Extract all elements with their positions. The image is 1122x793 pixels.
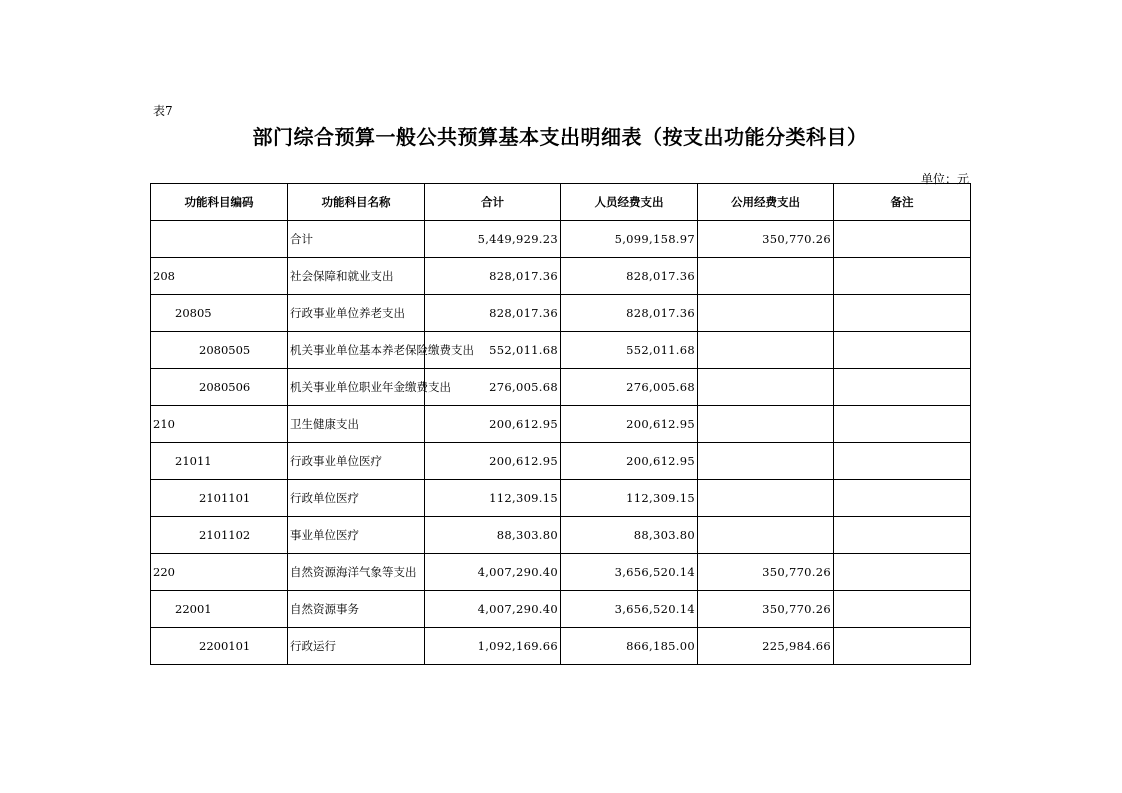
cell-total: 88,303.80 [425, 517, 561, 554]
header-public: 公用经费支出 [698, 184, 834, 221]
cell-total: 1,092,169.66 [425, 628, 561, 665]
cell-name: 机关事业单位基本养老保险缴费支出 [288, 332, 425, 369]
cell-personnel: 88,303.80 [561, 517, 698, 554]
table-row [151, 591, 971, 628]
cell-personnel: 3,656,520.14 [561, 591, 698, 628]
cell-public [698, 480, 834, 517]
cell-code: 2200101 [151, 628, 288, 665]
cell-total: 5,449,929.23 [425, 221, 561, 258]
cell-personnel: 200,612.95 [561, 443, 698, 480]
table-body [151, 221, 971, 665]
cell-name: 自然资源事务 [288, 591, 425, 628]
cell-name: 行政事业单位养老支出 [288, 295, 425, 332]
cell-name: 社会保障和就业支出 [288, 258, 425, 295]
table-header-row [151, 184, 971, 221]
header-note: 备注 [834, 184, 971, 221]
cell-name: 行政单位医疗 [288, 480, 425, 517]
cell-public: 350,770.26 [698, 554, 834, 591]
table-row [151, 443, 971, 480]
cell-public [698, 517, 834, 554]
cell-total: 200,612.95 [425, 443, 561, 480]
cell-public [698, 332, 834, 369]
cell-public [698, 406, 834, 443]
cell-code: 21011 [151, 443, 288, 480]
cell-total: 4,007,290.40 [425, 591, 561, 628]
table-row [151, 221, 971, 258]
table-row [151, 517, 971, 554]
cell-name: 卫生健康支出 [288, 406, 425, 443]
cell-personnel: 828,017.36 [561, 295, 698, 332]
cell-personnel: 828,017.36 [561, 258, 698, 295]
cell-code: 2101101 [151, 480, 288, 517]
table-row [151, 480, 971, 517]
cell-public [698, 443, 834, 480]
table-label: 表7 [153, 104, 173, 118]
cell-note [834, 554, 971, 591]
cell-total: 4,007,290.40 [425, 554, 561, 591]
unit-note: 单位：元 [920, 172, 969, 186]
cell-public: 225,984.66 [698, 628, 834, 665]
table-row [151, 554, 971, 591]
cell-public [698, 295, 834, 332]
cell-code: 20805 [151, 295, 288, 332]
cell-code: 2101102 [151, 517, 288, 554]
table-row [151, 258, 971, 295]
cell-code [151, 221, 288, 258]
cell-personnel: 112,309.15 [561, 480, 698, 517]
cell-public [698, 258, 834, 295]
cell-note [834, 480, 971, 517]
cell-note [834, 517, 971, 554]
cell-personnel: 552,011.68 [561, 332, 698, 369]
cell-note [834, 295, 971, 332]
cell-personnel: 5,099,158.97 [561, 221, 698, 258]
cell-note [834, 221, 971, 258]
cell-code: 2080506 [151, 369, 288, 406]
cell-note [834, 369, 971, 406]
cell-name: 自然资源海洋气象等支出 [288, 554, 425, 591]
cell-note [834, 591, 971, 628]
cell-name: 行政事业单位医疗 [288, 443, 425, 480]
page-title: 部门综合预算一般公共预算基本支出明细表（按支出功能分类科目） [252, 125, 868, 149]
cell-total: 828,017.36 [425, 295, 561, 332]
table-row [151, 295, 971, 332]
cell-name: 机关事业单位职业年金缴费支出 [288, 369, 425, 406]
cell-personnel: 200,612.95 [561, 406, 698, 443]
header-name: 功能科目名称 [288, 184, 425, 221]
cell-name: 事业单位医疗 [288, 517, 425, 554]
cell-note [834, 406, 971, 443]
cell-code: 210 [151, 406, 288, 443]
cell-public [698, 369, 834, 406]
cell-total: 828,017.36 [425, 258, 561, 295]
cell-public: 350,770.26 [698, 221, 834, 258]
header-total: 合计 [425, 184, 561, 221]
table-row [151, 628, 971, 665]
cell-personnel: 3,656,520.14 [561, 554, 698, 591]
table-row [151, 332, 971, 369]
cell-code: 2080505 [151, 332, 288, 369]
cell-total: 276,005.68 [425, 369, 561, 406]
cell-personnel: 866,185.00 [561, 628, 698, 665]
cell-total: 200,612.95 [425, 406, 561, 443]
cell-name: 行政运行 [288, 628, 425, 665]
cell-name: 合计 [288, 221, 425, 258]
cell-note [834, 443, 971, 480]
cell-note [834, 628, 971, 665]
budget-table [150, 183, 971, 665]
header-personnel: 人员经费支出 [561, 184, 698, 221]
table-row [151, 406, 971, 443]
cell-note [834, 332, 971, 369]
cell-public: 350,770.26 [698, 591, 834, 628]
cell-code: 22001 [151, 591, 288, 628]
cell-code: 220 [151, 554, 288, 591]
cell-code: 208 [151, 258, 288, 295]
cell-total: 112,309.15 [425, 480, 561, 517]
cell-personnel: 276,005.68 [561, 369, 698, 406]
cell-total: 552,011.68 [425, 332, 561, 369]
header-code: 功能科目编码 [151, 184, 288, 221]
table-row [151, 369, 971, 406]
cell-note [834, 258, 971, 295]
